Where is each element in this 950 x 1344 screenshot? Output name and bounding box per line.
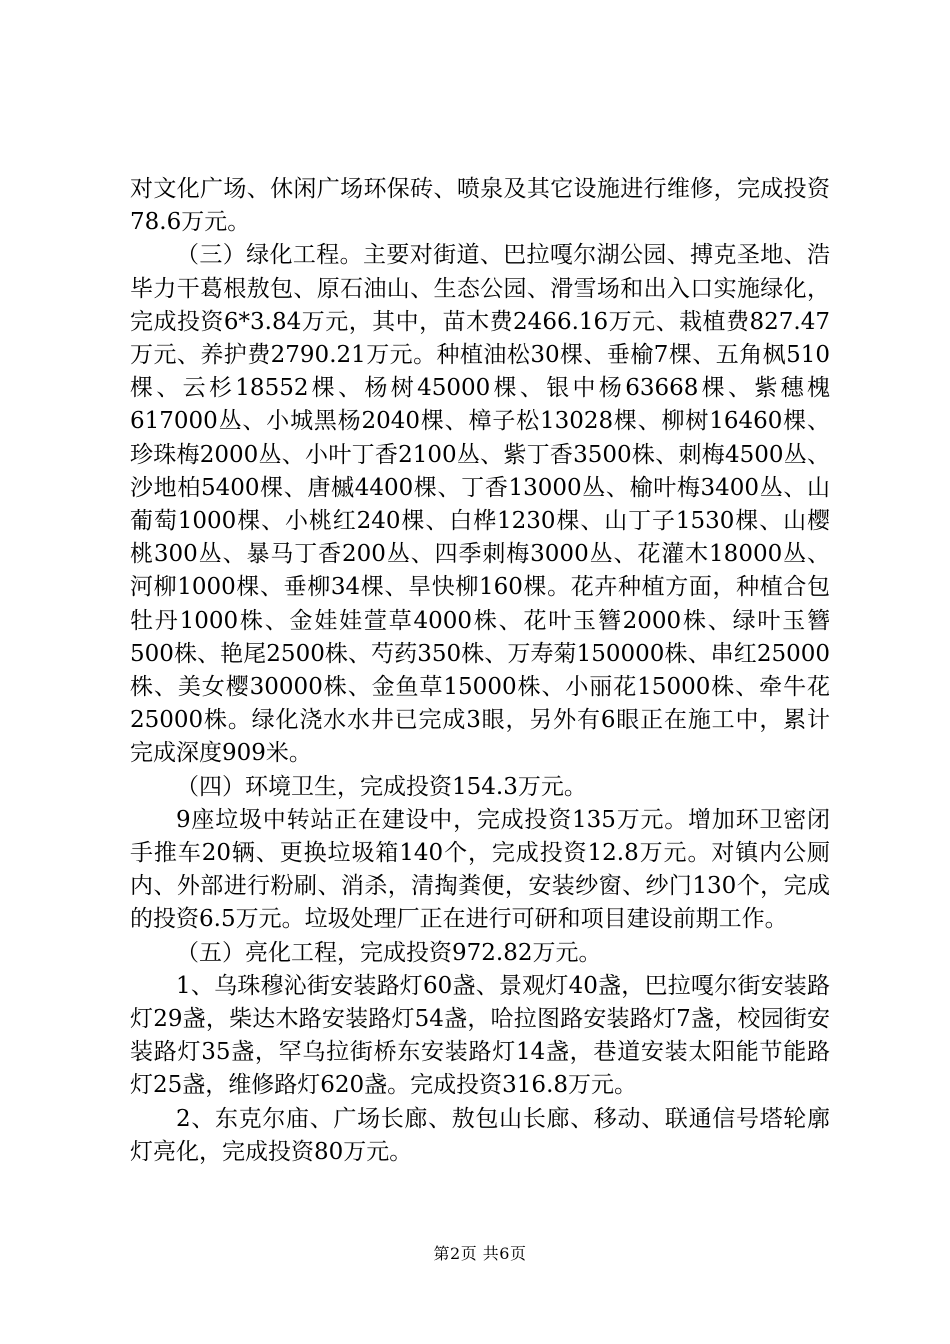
paragraph-greening-project: （三）绿化工程。主要对街道、巴拉嘎尔湖公园、搏克圣地、浩毕力干葛根敖包、原石油山、生态公园、滑雪场和出入口实施绿化，完成投资6*3.84万元，其中，苗木费2466.16万元、栽植费827.47万元、养护费2790.21万元。种植油松30棵、垂榆7棵、五角枫510棵、云杉18552棵、杨树45000棵、银中杨63668棵、紫穗槐617000丛、小城黑杨2040棵、樟子松13028棵、柳树16460棵、珍珠梅2000丛、小叶丁香2100丛、紫丁香3500株、刺梅4500丛、沙地柏5400棵、唐槭4400棵、丁香13000丛、榆叶梅3400丛、山葡萄1000棵、小桃红240棵、白桦1230棵、山丁子1530棵、山樱桃300丛、暴马丁香200丛、四季刺梅3000丛、花灌木18000丛、河柳1000棵、垂柳34棵、旱快柳160棵。花卉种植方面，种植合包牡丹1000株、金娃娃萱草4000株、花叶玉簪2000株、绿叶玉簪500株、艳尾2500株、芍药350株、万寿菊150000株、串红25000株、美女樱30000株、金鱼草15000株、小丽花15000株、牵牛花25000株。绿化浇水水井已完成3眼，另外有6眼正在施工中，累计完成深度909米。	[130, 242, 830, 767]
paragraph-sanitation-detail: 9座垃圾中转站正在建设中，完成投资135万元。增加环卫密闭手推车20辆、更换垃圾箱140个，完成投资12.8万元。对镇内公厕内、外部进行粉刷、消杀，清掏粪便，安装纱窗、纱门130个，完成的投资6.5万元。垃圾处理厂正在进行可研和项目建设前期工作。	[130, 806, 830, 933]
document-body	[130, 173, 830, 1169]
paragraph-continuation: 对文化广场、休闲广场环保砖、喷泉及其它设施进行维修，完成投资78.6万元。	[130, 176, 830, 236]
paragraph-lighting-item-2: 2、东克尔庙、广场长廊、敖包山长廊、移动、联通信号塔轮廓灯亮化，完成投资80万元。	[130, 1105, 830, 1165]
paragraph-lighting-item-1: 1、乌珠穆沁街安装路灯60盏、景观灯40盏，巴拉嘎尔街安装路灯29盏，柴达木路安装路灯54盏，哈拉图路安装路灯7盏，校园街安装路灯35盏，罕乌拉街桥东安装路灯14盏，巷道安装太阳能节能路灯25盏，维修路灯620盏。完成投资316.8万元。	[130, 972, 830, 1099]
page-number-footer: 第2页 共6页	[433, 1244, 527, 1263]
paragraph-sanitation-heading: （四）环境卫生，完成投资154.3万元。	[176, 773, 587, 800]
document-page	[130, 0, 830, 1344]
paragraph-lighting-heading: （五）亮化工程，完成投资972.82万元。	[176, 939, 602, 966]
